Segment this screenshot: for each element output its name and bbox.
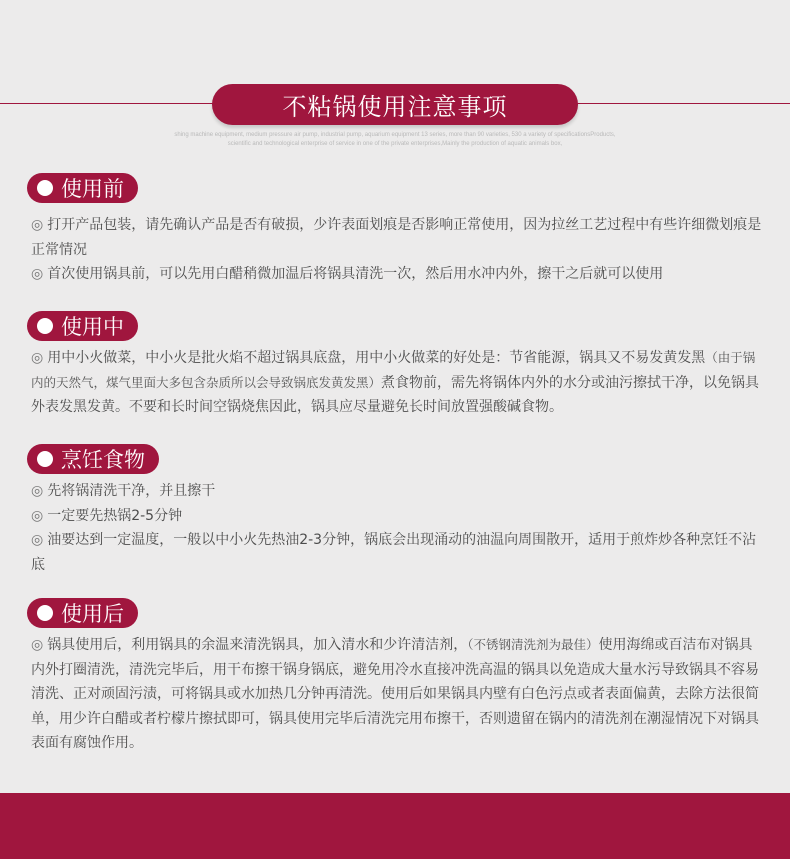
section-heading-cooking — [27, 444, 159, 474]
list-item-text: 用中小火做菜，中小火是批火焰不超过锅具底盘，用中小火做菜的好处是：节省能源，锅具又不易发黄发黑 — [47, 350, 706, 366]
list-item-text: 一定要先热锅2-5分钟 — [47, 507, 183, 524]
bullet-dot-icon — [37, 180, 53, 196]
circle-bullet-icon: ◎ — [31, 483, 44, 499]
circle-bullet-icon: ◎ — [31, 507, 44, 524]
subtitle-line-1: shing machine equipment, medium pressure air pump, industrial pump, aquarium equipment 13 series, more than 90 varieties, 530 a variety of specificationsProducts, — [174, 132, 616, 138]
list-item — [31, 346, 766, 420]
section-heading-label: 使用后 — [61, 602, 124, 626]
section-heading-label: 烹饪食物 — [61, 448, 145, 472]
section-heading-label: 使用前 — [61, 177, 124, 201]
list-item — [31, 504, 766, 529]
circle-bullet-icon: ◎ — [31, 217, 44, 233]
subtitle-line-2: scientific and technological enterprise of service in one of the private enterprises,Mainly the production of aquatic animals box, — [227, 141, 563, 147]
section-heading-after-use — [27, 598, 138, 628]
section-body-during-use — [31, 346, 766, 420]
footer-band — [0, 793, 790, 859]
section-body-cooking — [31, 479, 766, 577]
list-item-text: 煮食物前，需先将锅体内外的水分或油污擦拭干净，以免锅具外表发黑发黄。不要和长时间空锅烧焦因此，锅具应尽量避免长时间放置强酸碱食物。 — [31, 374, 760, 415]
list-item — [31, 633, 766, 756]
page-title: 不粘锅使用注意事项 — [212, 84, 578, 125]
section-heading-before-use — [27, 173, 138, 203]
list-item-text: 使用海绵或百洁布对锅具内外打圈清洗，清洗完毕后，用干布擦干锅身锅底，避免用冷水直接冲洗高温的锅具以免造成大量水污导致锅具不容易清洗、正对顽固污渍，可将锅具或水加热几分钟再清洗。使用后如果锅具内壁有白色污点或者表面偏黄，去除方法很简单，用少许白醋或者柠檬片擦拭即可，锅具使用完毕后清洗完用布擦干，否则遗留在锅内的清洗剂在潮湿情况下对锅具表面有腐蚀作用。 — [31, 637, 759, 751]
list-item-text: 锅具使用后，利用锅具的余温来清洗锅具，加入清水和少许清洁剂， — [47, 637, 468, 653]
bullet-dot-icon — [37, 451, 53, 467]
subtitle-text — [0, 131, 790, 149]
list-item-text: 首次使用锅具前，可以先用白醋稍微加温后将锅具清洗一次，然后用水冲内外，擦干之后就可以使用 — [47, 266, 664, 282]
list-item-text: 先将锅清洗干净，并且擦干 — [47, 483, 216, 499]
list-item-text: 油要达到一定温度，一般以中小火先热油2-3分钟，锅底会出现涌动的油温向周围散开，适用于煎炸炒各种烹饪不沾底 — [31, 532, 757, 573]
circle-bullet-icon: ◎ — [31, 266, 44, 282]
list-item — [31, 262, 766, 287]
list-item-note: （不锈钢清洗剂为最佳） — [467, 637, 599, 652]
section-body-before-use — [31, 213, 766, 287]
section-heading-during-use — [27, 311, 138, 341]
section-heading-label: 使用中 — [61, 315, 124, 339]
bullet-dot-icon — [37, 605, 53, 621]
list-item-note: （由于锅内的天然气，煤气里面大多包含杂质所以会导致锅底发黄发黑） — [31, 350, 756, 390]
circle-bullet-icon: ◎ — [31, 532, 44, 548]
list-item-text: 打开产品包装，请先确认产品是否有破损，少许表面划痕是否影响正常使用，因为拉丝工艺过程中有些许细微划痕是正常情况 — [31, 217, 762, 258]
list-item — [31, 479, 766, 504]
list-item — [31, 213, 766, 262]
circle-bullet-icon: ◎ — [31, 637, 44, 653]
bullet-dot-icon — [37, 318, 53, 334]
list-item — [31, 528, 766, 577]
circle-bullet-icon: ◎ — [31, 350, 44, 366]
section-body-after-use — [31, 633, 766, 756]
